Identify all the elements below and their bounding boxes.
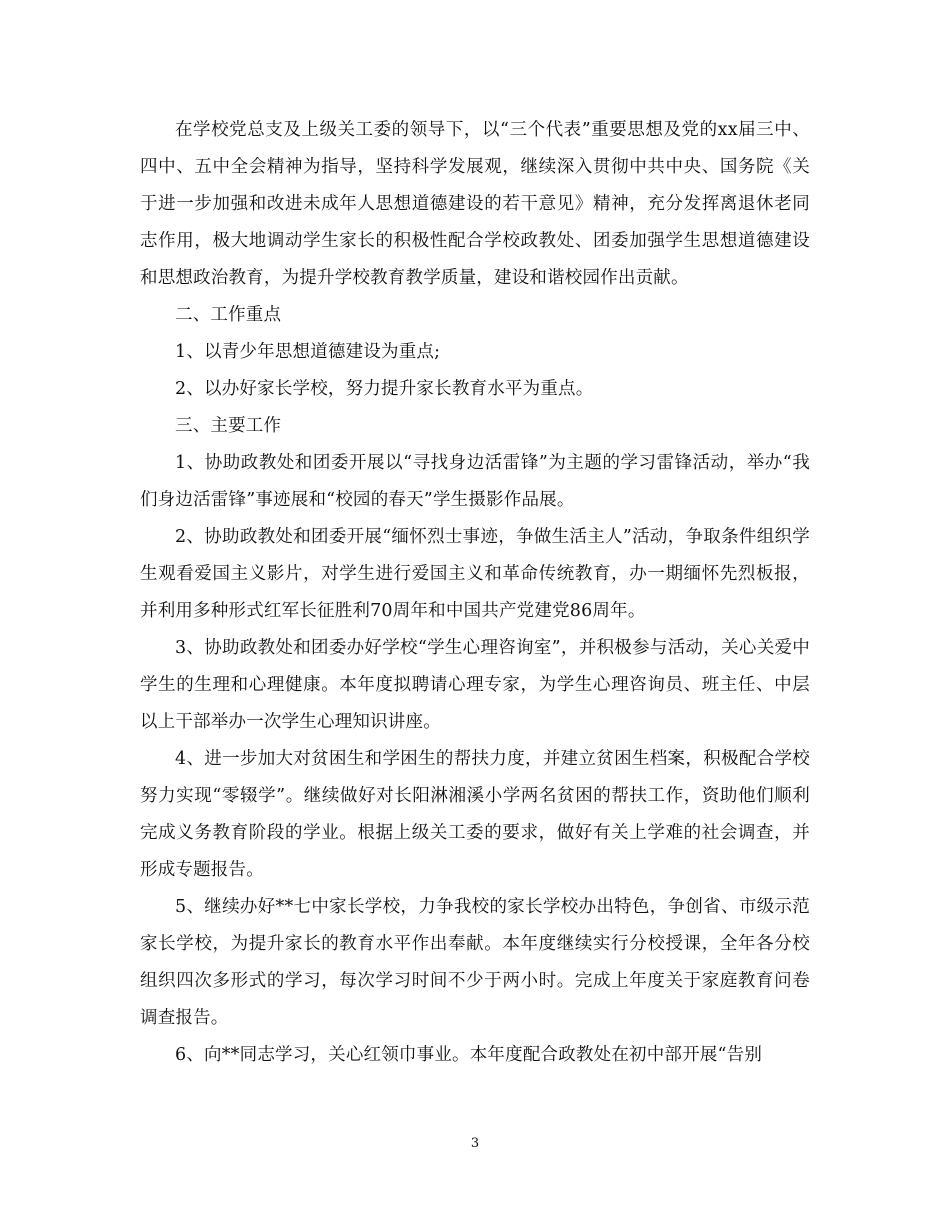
main-work-item-5: 5、继续办好**七中家长学校，力争我校的家长学校办出特色，争创省、市级示范家长学校，为提升家长的教育水平作出奉献。本年度继续实行分校授课，全年各分校组织四次多形式的学习，每次学习时间不少于两小时。完成上年度关于家庭教育问卷调查报告。 <box>140 897 810 1028</box>
section-heading-work-focus: 二、工作重点 <box>175 305 282 325</box>
main-work-item-1: 1、协助政教处和团委开展以“寻找身边活雷锋”为主题的学习雷锋活动，举办“我们身边活雷锋”事迹展和“校园的春天”学生摄影作品展。 <box>140 453 810 510</box>
focus-item-2: 2、以办好家长学校，努力提升家长教育水平为重点。 <box>175 379 594 399</box>
main-work-item-2: 2、协助政教处和团委开展“缅怀烈士事迹，争做生活主人”活动，争取条件组织学生观看爱国主义影片，对学生进行爱国主义和革命传统教育，办一期缅怀先烈板报，并利用多种形式红军长征胜利70周年和中国共产党建党86周年。 <box>140 527 810 621</box>
main-work-item-3: 3、协助政教处和团委办好学校“学生心理咨询室”，并积极参与活动，关心关爱中学生的生理和心理健康。本年度拟聘请心理专家，为学生心理咨询员、班主任、中层以上干部举办一次学生心理知识讲座。 <box>140 638 810 732</box>
section-heading-main-work: 三、主要工作 <box>175 416 282 436</box>
page-number: 3 <box>470 1136 480 1151</box>
intro-paragraph: 在学校党总支及上级关工委的领导下，以“三个代表”重要思想及党的xx届三中、四中、五中全会精神为指导，坚持科学发展观，继续深入贯彻中共中央、国务院《关于进一步加强和改进未成年人思想道德建设的若干意见》精神，充分发挥离退休老同志作用，极大地调动学生家长的积极性配合学校政教处、团委加强学生思想道德建设和思想政治教育，为提升学校教育教学质量，建设和谐校园作出贡献。 <box>140 120 810 288</box>
focus-item-1: 1、以青少年思想道德建设为重点; <box>175 342 441 362</box>
main-work-item-4: 4、进一步加大对贫困生和学困生的帮扶力度，并建立贫困生档案，积极配合学校努力实现“零辍学”。继续做好对长阳淋湘溪小学两名贫困的帮扶工作，资助他们顺利完成义务教育阶段的学业。根据上级关工委的要求，做好有关上学难的社会调查，并形成专题报告。 <box>140 749 810 880</box>
main-work-item-6: 6、向**同志学习，关心红领巾事业。本年度配合政教处在初中部开展“告别 <box>175 1045 763 1065</box>
document-body <box>140 112 810 1074</box>
